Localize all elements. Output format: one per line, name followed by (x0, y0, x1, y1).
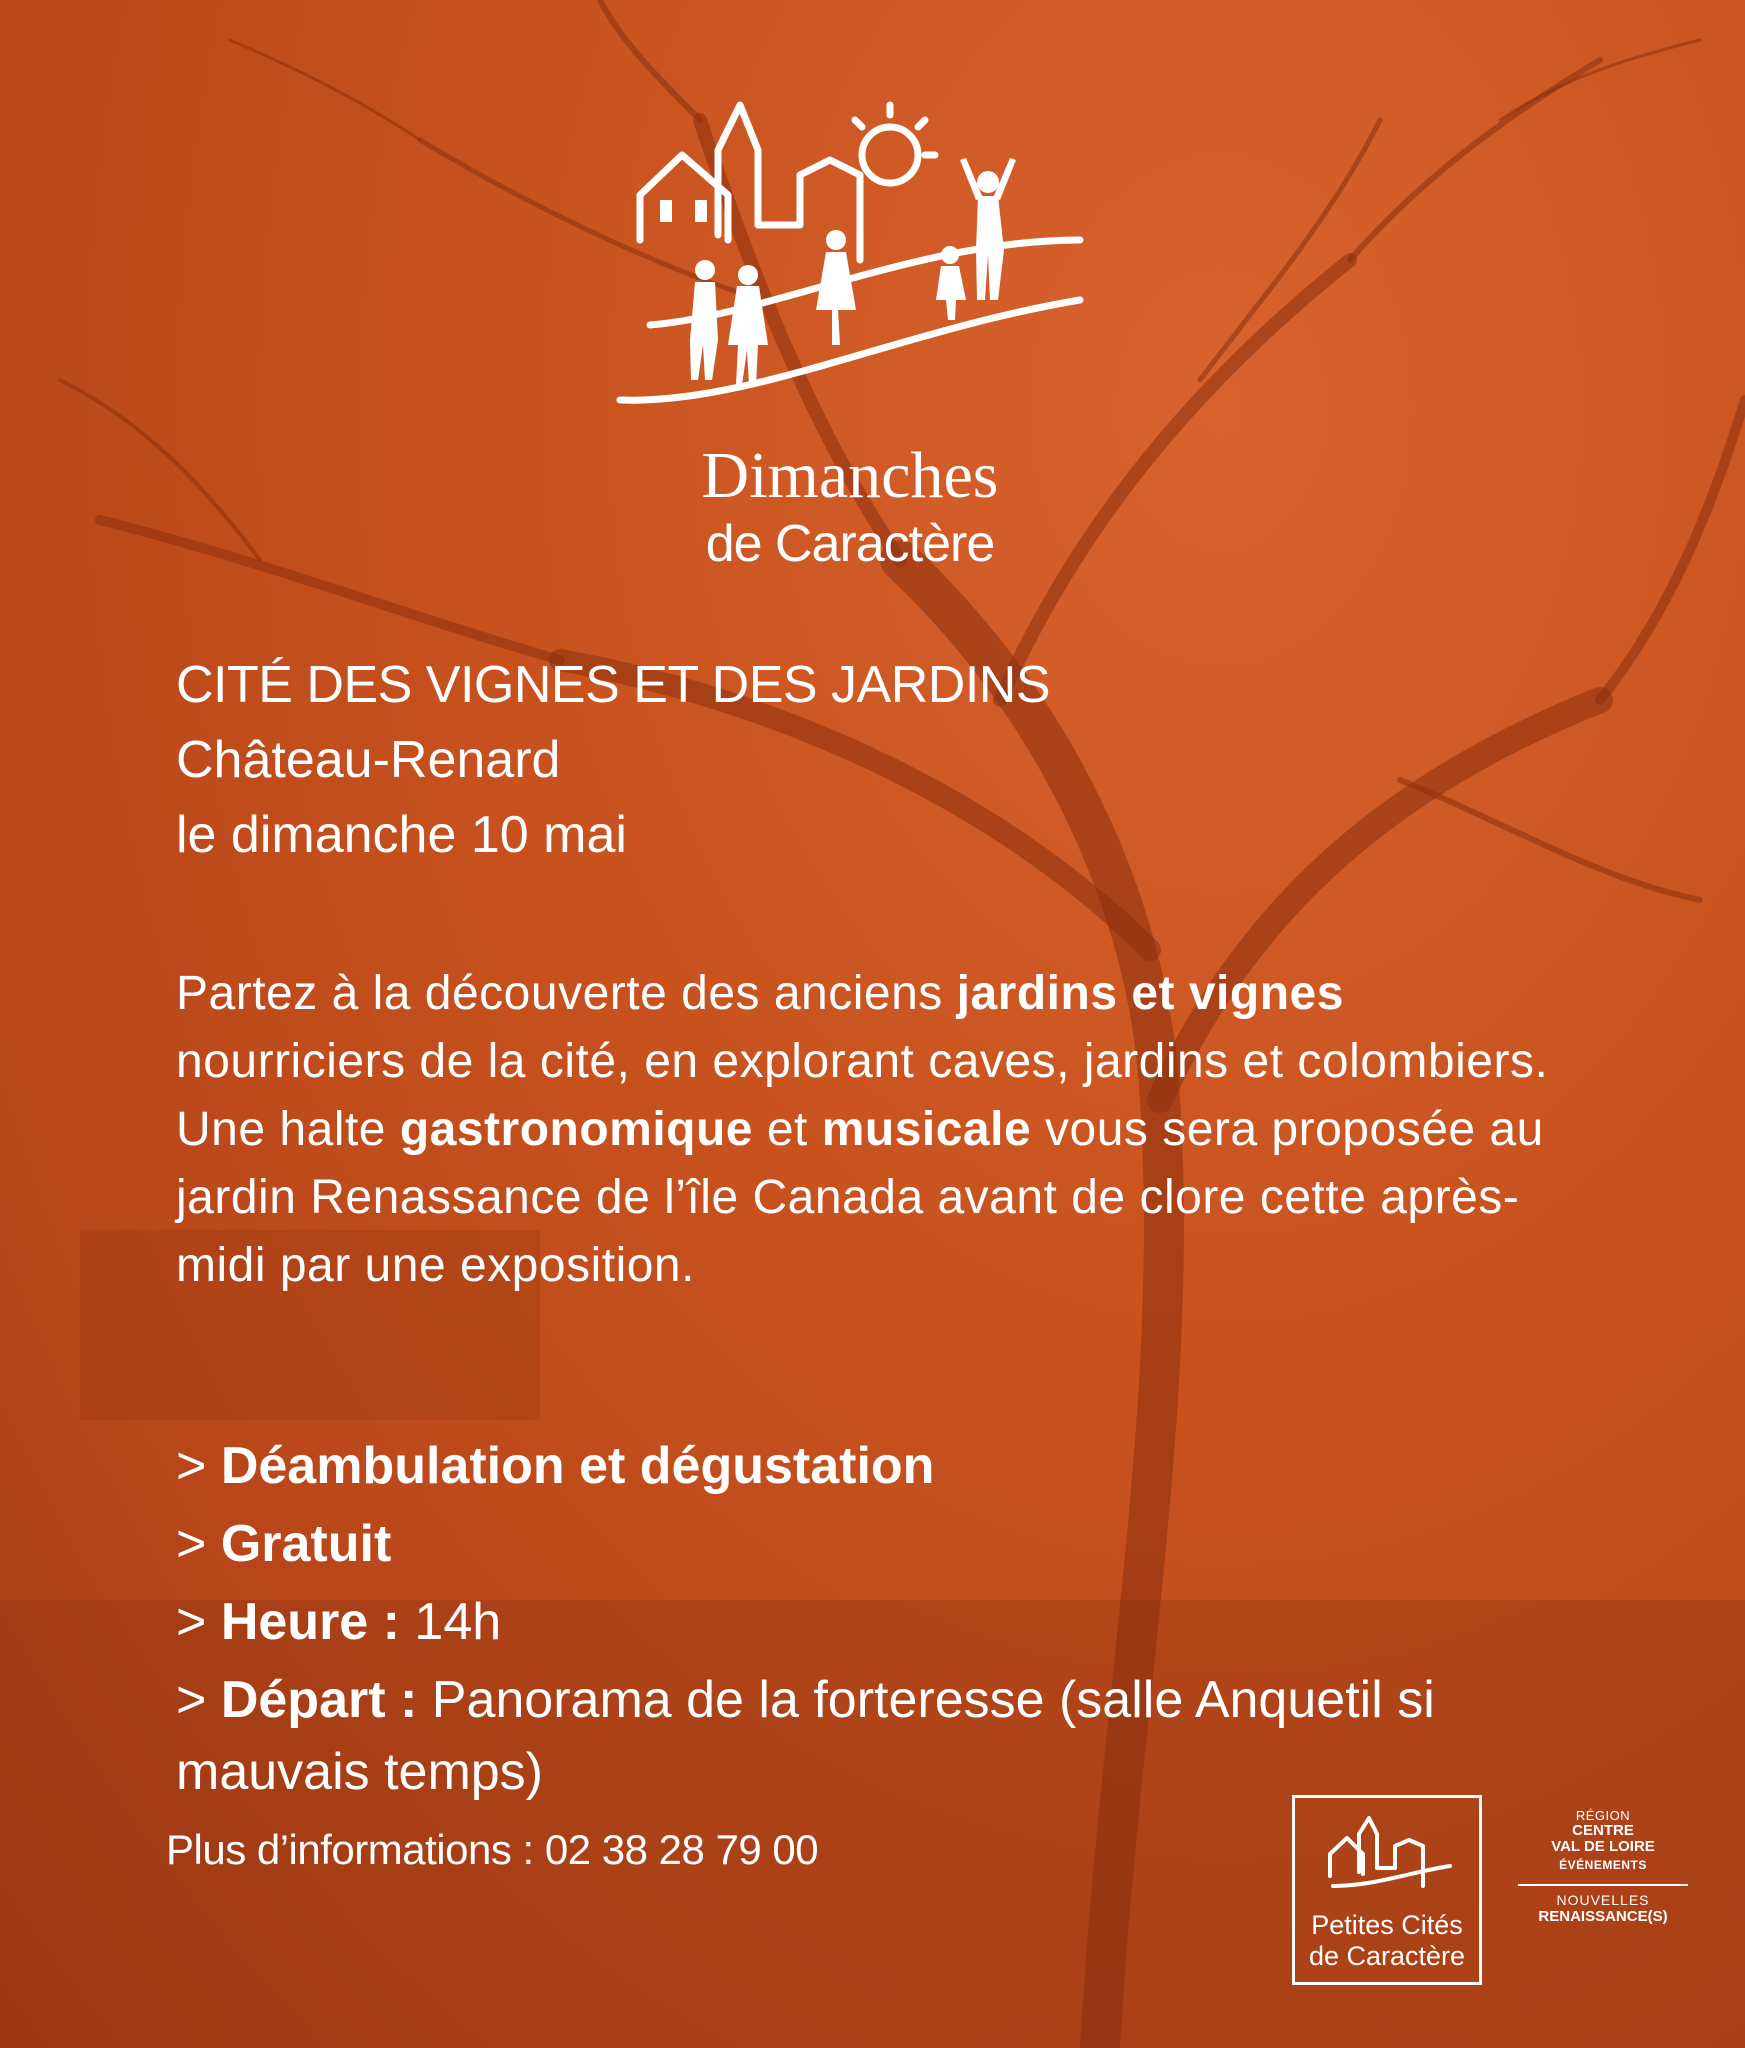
detail-item (176, 1586, 1596, 1658)
detail-label: Gratuit (220, 1515, 392, 1573)
region-name-line1: CENTRE (1572, 1822, 1634, 1839)
description-text: et (753, 1103, 822, 1156)
event-heading: CITÉ DES VIGNES ET DES JARDINS (176, 656, 1051, 714)
event-date: le dimanche 10 mai (176, 806, 627, 864)
region-centre-logo (1518, 1808, 1688, 1925)
bullet-marker: > (176, 1437, 221, 1495)
brand-title: Dimanches (701, 439, 999, 512)
description-paragraph-2 (176, 1096, 1576, 1300)
detail-item (176, 1664, 1596, 1808)
region-name-line2: VAL DE LOIRE (1551, 1838, 1655, 1855)
description-emphasis: musicale (821, 1103, 1032, 1156)
description-emphasis: jardins et vignes (956, 967, 1344, 1020)
description-text: Partez à la découverte des anciens (176, 967, 957, 1020)
detail-label: Départ : (220, 1671, 418, 1729)
bullet-marker: > (176, 1515, 221, 1573)
dimanches-de-caractere-logo (600, 100, 1100, 430)
description-text: vous sera proposée au jardin Renassance de l’île Canada avant de clore cette après-midi par une exposition. (176, 1103, 1544, 1292)
event-place: Château-Renard (176, 731, 561, 789)
description-text: Une halte (176, 1103, 400, 1156)
bullet-marker: > (176, 1671, 221, 1729)
renaissance-line2: RENAISSANCE(S) (1538, 1908, 1668, 1925)
contact-info: Plus d’informations : 02 38 28 79 00 (166, 1826, 819, 1873)
description-emphasis: gastronomique (399, 1103, 753, 1156)
description-paragraph-1 (176, 960, 1576, 1096)
bullet-marker: > (176, 1593, 221, 1651)
detail-value: 14h (399, 1593, 502, 1651)
petites-cites-icon (1325, 1816, 1455, 1896)
renaissance-line1: NOUVELLES (1556, 1892, 1650, 1908)
description-text: nourriciers de la cité, en explorant caves, jardins et colombiers. (176, 1035, 1549, 1088)
petites-cites-line1: Petites Cités (1311, 1910, 1463, 1940)
detail-item (176, 1508, 1596, 1580)
detail-item (176, 1430, 1596, 1502)
brand-subtitle: de Caractère (705, 515, 995, 573)
detail-label: Heure : (220, 1593, 400, 1651)
event-details-list (176, 1430, 1596, 1814)
region-label: RÉGION (1575, 1808, 1631, 1823)
detail-value: Panorama de la forteresse (salle Anquetil si mauvais temps) (176, 1671, 1435, 1801)
detail-label: Déambulation et dégustation (220, 1437, 935, 1495)
petites-cites-name (1295, 1910, 1479, 1972)
petites-cites-line2: de Caractère (1308, 1941, 1466, 1971)
region-events: ÉVÉNEMENTS (1559, 1858, 1647, 1872)
region-divider (1518, 1884, 1688, 1886)
event-description (176, 960, 1576, 1300)
petites-cites-logo (1292, 1795, 1482, 1985)
